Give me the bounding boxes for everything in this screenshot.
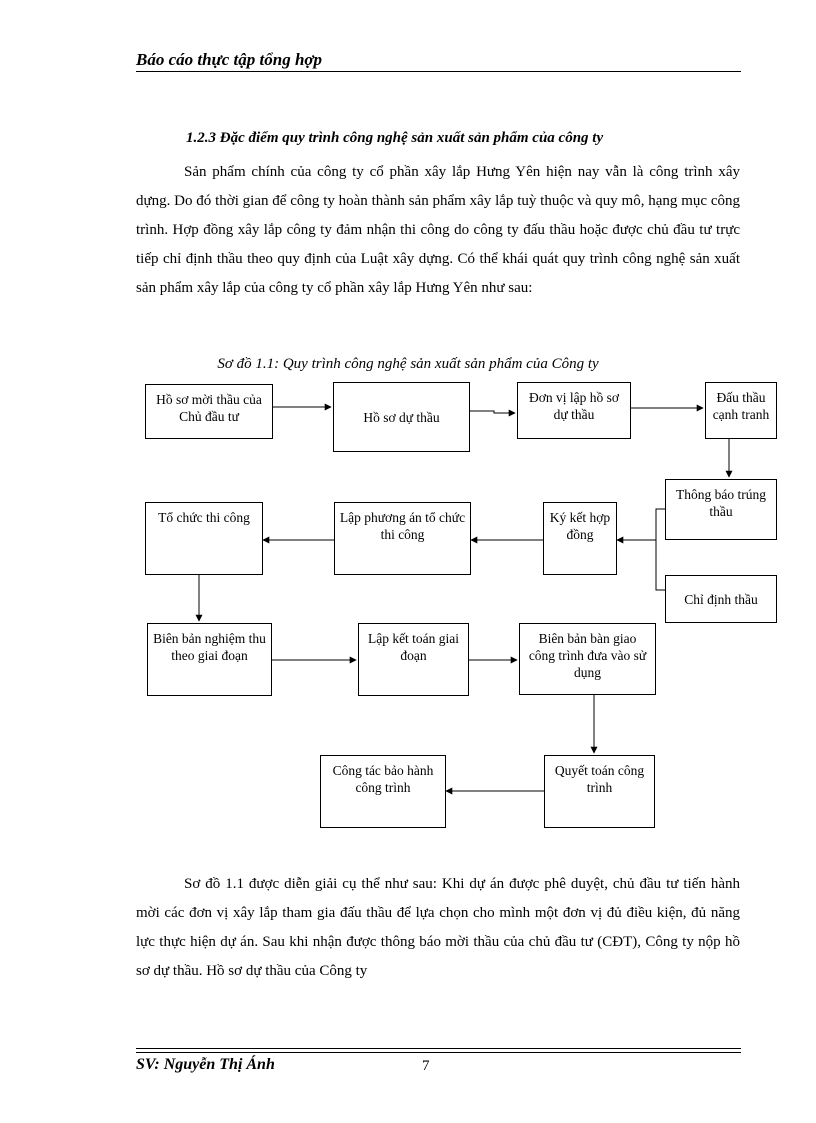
box-chi-dinh-thau: Chỉ định thầu [665, 575, 777, 623]
box-dau-thau-canh-tranh: Đấu thầu cạnh tranh [705, 382, 777, 439]
footer-rule-top [136, 1048, 741, 1049]
box-cong-tac-bao-hanh: Công tác bảo hành công trình [320, 755, 446, 828]
paragraph-intro: Sản phẩm chính của công ty cổ phần xây lắp Hưng Yên hiện nay vẫn là công trình xây dựng. Do đó thời gian để công ty hoàn thành sản phẩm xây lắp tuỳ thuộc và quy mô, hạng mục công trình. Hợp đồng xây lắp công ty đảm nhận thi công do công ty đấu thầu hoặc được chủ đầu tư trực tiếp chỉ định thầu theo quy định của Luật xây dựng. Có thể khái quát quy trình công nghệ sản xuất sản phẩm xây lắp của công ty cổ phần xây lắp Hưng Yên như sau: [136, 164, 740, 296]
page-number: 7 [422, 1058, 430, 1074]
arrow-du-thau-to-don-vi [470, 411, 515, 413]
box-bien-ban-ban-giao: Biên bản bàn giao công trình đưa vào sử dụng [519, 623, 656, 695]
box-don-vi-lap-ho-so: Đơn vị lập hồ sơ dự thầu [517, 382, 631, 439]
box-lap-phuong-an: Lập phương án tổ chức thi công [334, 502, 471, 575]
header-title: Báo cáo thực tập tổng hợp [136, 50, 323, 69]
box-ky-ket-hop-dong: Ký kết hợp đồng [543, 502, 617, 575]
box-thong-bao-trung-thau: Thông báo trúng thầu [665, 479, 777, 540]
section-heading: 1.2.3 Đặc điểm quy trình công nghệ sản xuất sản phẩm của công ty [186, 130, 604, 146]
footer-rule-bottom [136, 1052, 741, 1053]
paragraph-explanation: Sơ đồ 1.1 được diễn giải cụ thể như sau: Khi dự án được phê duyệt, chủ đầu tư tiến hành mời các đơn vị xây lắp tham gia đấu thầu để lựa chọn cho mình một đơn vị đủ điều kiện, đủ năng lực thực hiện dự án. Sau khi nhận được thông báo mời thầu của chủ đầu tư (CĐT), Công ty nộp hồ sơ dự thầu. Hồ sơ dự thầu của Công ty [136, 876, 740, 979]
footer-student-name: SV: Nguyễn Thị Ánh [136, 1056, 275, 1073]
box-quyet-toan: Quyết toán công trình [544, 755, 655, 828]
box-ho-so-moi-thau: Hồ sơ mời thầu của Chủ đầu tư [145, 384, 273, 439]
bracket-thong-bao-chi-dinh [656, 509, 665, 590]
box-lap-ket-toan: Lập kết toán giai đoạn [358, 623, 469, 696]
diagram-title: Sơ đồ 1.1: Quy trình công nghệ sản xuất sản phẩm của Công ty [217, 356, 599, 372]
box-bien-ban-nghiem-thu: Biên bản nghiệm thu theo giai đoạn [147, 623, 272, 696]
box-to-chuc-thi-cong: Tổ chức thi công [145, 502, 263, 575]
box-ho-so-du-thau: Hồ sơ dự thầu [333, 382, 470, 452]
